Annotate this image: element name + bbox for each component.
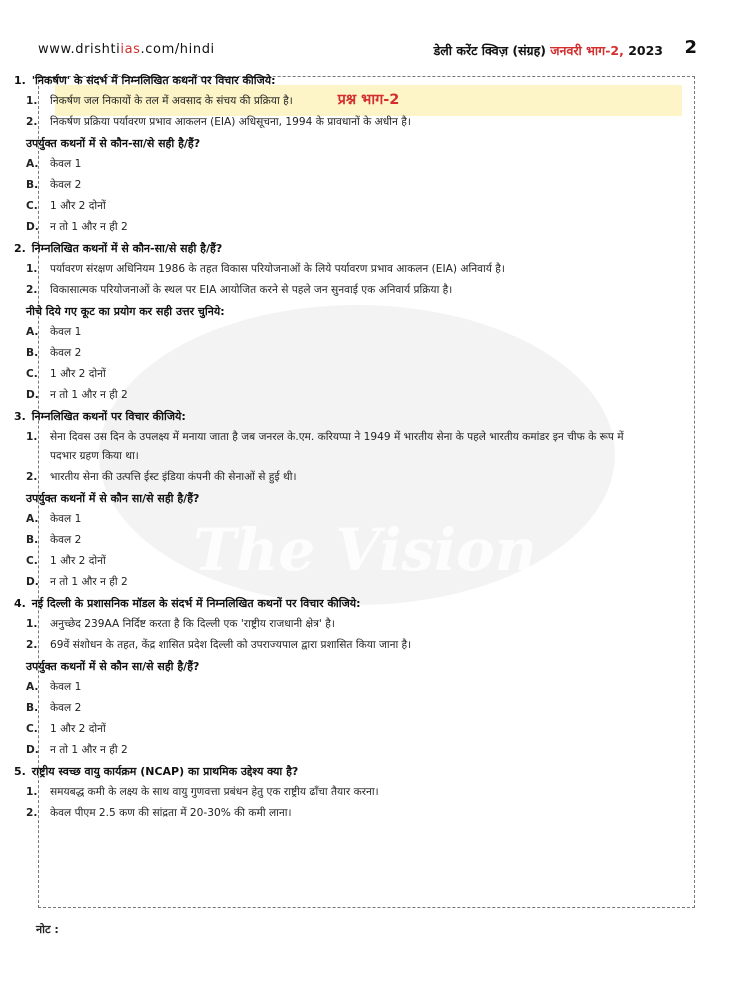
question-ask: उपर्युक्त कथनों में से कौन सा/से सही है/हैं? <box>26 660 200 673</box>
statement-item <box>14 635 644 656</box>
option-text: केवल 2 <box>50 347 82 359</box>
statement-item <box>14 467 644 488</box>
option-text: केवल 2 <box>50 534 82 546</box>
answer-option <box>14 719 644 740</box>
option-letter: D. <box>26 389 39 401</box>
statement-text: पर्यावरण संरक्षण अधिनियम 1986 के तहत विकास परियोजनाओं के लिये पर्यावरण प्रभाव आकलन (EIA) अनिवार्य है। <box>50 263 505 275</box>
answer-option <box>14 364 644 385</box>
statement-number: 2. <box>26 116 38 128</box>
statement-item <box>14 782 644 803</box>
question-ask: नीचे दिये गए कूट का प्रयोग कर सही उत्तर चुनिये: <box>26 305 225 318</box>
option-text: 1 और 2 दोनों <box>50 200 106 212</box>
statement-text: भारतीय सेना की उत्पत्ति ईस्ट इंडिया कंपनी की सेनाओं से हुई थी। <box>50 471 297 483</box>
option-text: केवल 1 <box>50 326 82 338</box>
question-number: 4. <box>14 597 26 610</box>
question-text: निम्नलिखित कथनों पर विचार कीजिये: <box>31 410 186 423</box>
answer-option <box>14 551 644 572</box>
answer-option <box>14 572 644 593</box>
option-letter: A. <box>26 681 39 693</box>
question-stem <box>14 238 644 259</box>
statement-text: निकर्षण प्रक्रिया पर्यावरण प्रभाव आकलन (EIA) अधिसूचना, 1994 के प्रावधानों के अधीन है। <box>50 116 411 128</box>
site-url <box>38 42 215 57</box>
option-text: केवल 1 <box>50 681 82 693</box>
running-title-main: डेली करेंट क्विज़ (संग्रह) <box>433 43 551 58</box>
statement-text: निकर्षण जल निकायों के तल में अवसाद के संचय की प्रक्रिया है। <box>50 95 293 107</box>
statement-number: 1. <box>26 431 38 443</box>
statement-number: 2. <box>26 284 38 296</box>
answer-option <box>14 322 644 343</box>
statement-number: 2. <box>26 471 38 483</box>
option-letter: A. <box>26 326 39 338</box>
option-letter: C. <box>26 723 38 735</box>
statement-item <box>14 803 644 824</box>
statement-text: केवल पीएम 2.5 कण की सांद्रता में 20-30% की कमी लाना। <box>50 807 292 819</box>
statement-item <box>14 427 644 467</box>
site-url-accent: ias <box>120 42 141 57</box>
statement-text: 69वें संशोधन के तहत, केंद्र शासित प्रदेश दिल्ली को उपराज्यपाल द्वारा प्रशासित किया जाना है। <box>50 639 412 651</box>
question-text: राष्ट्रीय स्वच्छ वायु कार्यक्रम (NCAP) का प्राथमिक उद्देश्य क्या है? <box>31 765 299 778</box>
answer-option <box>14 217 644 238</box>
answer-option <box>14 698 644 719</box>
site-url-suffix: .com/hindi <box>140 42 215 57</box>
option-text: केवल 2 <box>50 179 82 191</box>
question-stem <box>14 70 644 91</box>
answer-option <box>14 740 644 761</box>
option-text: केवल 2 <box>50 702 82 714</box>
statement-item <box>14 259 644 280</box>
footer-note: नोट : <box>36 923 59 936</box>
page-number: 2 <box>684 37 697 58</box>
option-text: 1 और 2 दोनों <box>50 555 106 567</box>
answer-option <box>14 509 644 530</box>
option-letter: A. <box>26 158 39 170</box>
running-title-accent: जनवरी भाग-2, <box>550 43 629 58</box>
option-letter: C. <box>26 368 38 380</box>
question-ask: उपर्युक्त कथनों में से कौन सा/से सही है/हैं? <box>26 492 200 505</box>
statement-text: समयबद्ध कमी के लक्ष्य के साथ वायु गुणवत्ता प्रबंधन हेतु एक राष्ट्रीय ढाँचा तैयार करना। <box>50 786 379 798</box>
question-text: निम्नलिखित कथनों में से कौन-सा/से सही है/हैं? <box>31 242 223 255</box>
answer-option <box>14 677 644 698</box>
option-letter: D. <box>26 576 39 588</box>
option-text: न तो 1 और न ही 2 <box>50 744 128 756</box>
option-text: न तो 1 और न ही 2 <box>50 576 128 588</box>
question-stem <box>14 761 644 782</box>
question-text: 'निकर्षण' के संदर्भ में निम्नलिखित कथनों पर विचार कीजिये: <box>31 74 276 87</box>
question-block <box>14 593 644 761</box>
running-title-year: 2023 <box>628 43 663 58</box>
option-letter: D. <box>26 744 39 756</box>
statement-number: 1. <box>26 263 38 275</box>
option-letter: D. <box>26 221 39 233</box>
question-text: नई दिल्ली के प्रशासनिक मॉडल के संदर्भ में निम्नलिखित कथनों पर विचार कीजिये: <box>31 597 361 610</box>
statement-number: 1. <box>26 786 38 798</box>
option-letter: C. <box>26 200 38 212</box>
statement-item <box>14 614 644 635</box>
question-stem <box>14 406 644 427</box>
question-stem <box>14 593 644 614</box>
statement-number: 1. <box>26 618 38 630</box>
option-letter: B. <box>26 347 39 359</box>
statement-number: 1. <box>26 95 38 107</box>
answer-option <box>14 385 644 406</box>
option-text: केवल 1 <box>50 158 82 170</box>
question-number: 3. <box>14 410 26 423</box>
statement-number: 2. <box>26 807 38 819</box>
question-block <box>14 761 644 824</box>
answer-option <box>14 154 644 175</box>
option-letter: B. <box>26 179 39 191</box>
question-block <box>14 238 644 406</box>
statement-text: अनुच्छेद 239AA निर्दिष्ट करता है कि दिल्ली एक 'राष्ट्रीय राजधानी क्षेत्र' है। <box>50 618 335 630</box>
question-number: 1. <box>14 74 26 87</box>
question-block <box>14 70 644 238</box>
option-text: 1 और 2 दोनों <box>50 368 106 380</box>
statement-number: 2. <box>26 639 38 651</box>
question-number: 5. <box>14 765 26 778</box>
statement-item <box>14 91 644 112</box>
option-text: न तो 1 और न ही 2 <box>50 221 128 233</box>
statement-item <box>14 280 644 301</box>
questions-list <box>14 70 644 824</box>
option-letter: C. <box>26 555 38 567</box>
option-text: न तो 1 और न ही 2 <box>50 389 128 401</box>
question-block <box>14 406 644 593</box>
question-number: 2. <box>14 242 26 255</box>
answer-option <box>14 530 644 551</box>
site-url-prefix: www.drishti <box>38 42 121 57</box>
question-ask: उपर्युक्त कथनों में से कौन-सा/से सही है/हैं? <box>26 137 201 150</box>
running-title <box>434 42 663 59</box>
statement-item <box>14 112 644 133</box>
statement-text: विकासात्मक परियोजनाओं के स्थल पर EIA आयोजित करने से पहले जन सुनवाई एक अनिवार्य प्रक्रिया है। <box>50 284 453 296</box>
option-letter: B. <box>26 534 39 546</box>
option-text: 1 और 2 दोनों <box>50 723 106 735</box>
statement-text: सेना दिवस उस दिन के उपलक्ष्य में मनाया जाता है जब जनरल के.एम. करियप्पा ने 1949 में भारतीय सेना के पहले भारतीय कमांडर इन चीफ के रूप में पदभार ग्रहण किया था। <box>50 431 624 462</box>
watermark-text: The Vision <box>193 516 537 584</box>
answer-option <box>14 175 644 196</box>
option-letter: B. <box>26 702 39 714</box>
page-header <box>0 0 737 70</box>
answer-option <box>14 343 644 364</box>
section-title: प्रश्न भाग-2 <box>337 92 400 108</box>
option-letter: A. <box>26 513 39 525</box>
option-text: केवल 1 <box>50 513 82 525</box>
answer-option <box>14 196 644 217</box>
